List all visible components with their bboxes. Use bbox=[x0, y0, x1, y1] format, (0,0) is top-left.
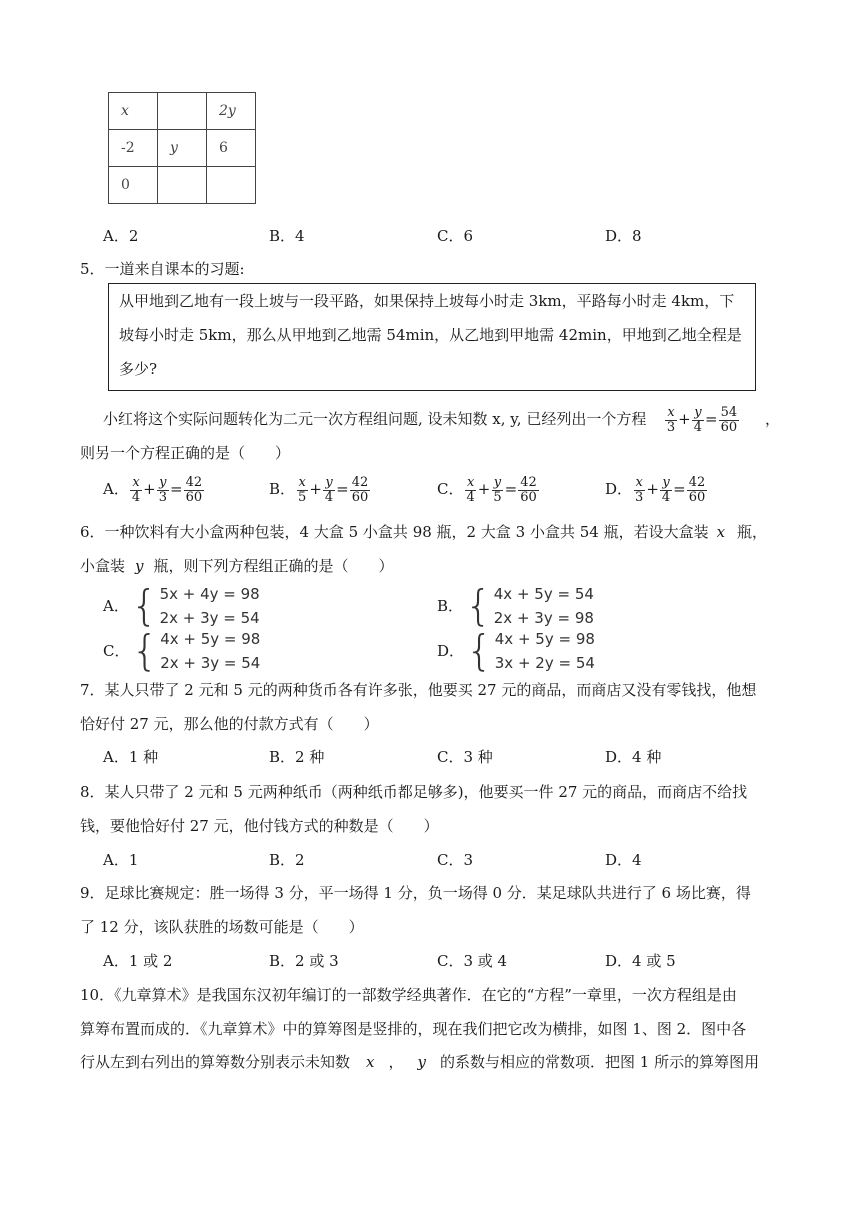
q10-line1: 10．《九章算术》是我国东汉初年编订的一部数学经典著作．在它的“方程”一章里，一次方程组是由 bbox=[80, 986, 737, 1004]
q4-option-d[interactable]: D．8 bbox=[605, 227, 642, 245]
q6-line1: 6．一种饮料有大小盒两种包装，4 大盒 5 小盒共 98 瓶，2 大盒 3 小盒共 54 瓶，若设大盒装 x 瓶， bbox=[80, 523, 768, 541]
q10-line2: 算筹布置而成的．《九章算术》中的算筹图是竖排的，现在我们把它改为横排，如图 1、图 2．图中各 bbox=[80, 1020, 747, 1038]
q7-option-a[interactable]: A．1 种 bbox=[103, 748, 159, 766]
q7-line2: 恰好付 27 元，那么他的付款方式有（ ） bbox=[80, 715, 379, 733]
q6-option-a[interactable]: A． { 5x + 4y = 98 2x + 3y = 54 bbox=[103, 581, 260, 630]
q5-box-line: 从甲地到乙地有一段上坡与一段平路，如果保持上坡每小时走 3km，平路每小时走 4km，下 bbox=[119, 292, 735, 310]
table-cell: 0 bbox=[109, 167, 158, 204]
q6-option-d[interactable]: D． { 4x + 5y = 98 3x + 2y = 54 bbox=[437, 626, 595, 675]
q8-line2: 钱，要他恰好付 27 元，他付钱方式的种数是（ ） bbox=[80, 817, 439, 835]
table-cell: x bbox=[109, 93, 158, 130]
q6-option-b[interactable]: B． { 4x + 5y = 54 2x + 3y = 98 bbox=[437, 581, 594, 630]
table-cell: 6 bbox=[207, 130, 256, 167]
table-row bbox=[109, 93, 256, 130]
table-cell bbox=[158, 93, 207, 130]
q6-line2: 小盒装 y 瓶，则下列方程组正确的是（ ） bbox=[80, 557, 394, 575]
q4-option-b[interactable]: B．4 bbox=[269, 227, 305, 245]
table-row bbox=[109, 167, 256, 204]
q5-box-line: 多少? bbox=[119, 360, 158, 378]
table-cell: y bbox=[158, 130, 207, 167]
table-row bbox=[109, 130, 256, 167]
q9-option-c[interactable]: C．3 或 4 bbox=[437, 952, 508, 970]
q9-option-b[interactable]: B．2 或 3 bbox=[269, 952, 339, 970]
q5-option-d[interactable]: D． $\frac{x}{3}$ + $\frac{y}{4}$ = $\frac{42}{60}$ bbox=[605, 474, 706, 505]
q5-option-a[interactable]: A． $\frac{x}{4}$ + $\frac{y}{3}$ = $\frac{42}{60}$ bbox=[103, 474, 203, 505]
q7-line1: 7．某人只带了 2 元和 5 元的两种货币各有许多张，他要买 27 元的商品，而商店又没有零钱找，他想 bbox=[80, 681, 757, 699]
q8-option-c[interactable]: C．3 bbox=[437, 851, 474, 869]
q7-option-b[interactable]: B．2 种 bbox=[269, 748, 325, 766]
q5-box-line: 坡每小时走 5km，那么从甲地到乙地需 54min，从乙地到甲地需 42min，甲地到乙地全程是 bbox=[119, 326, 742, 344]
q5-line2: 则另一个方程正确的是（ ） bbox=[80, 444, 291, 462]
q5-option-b[interactable]: B． $\frac{x}{5}$ + $\frac{y}{4}$ = $\frac{42}{60}$ bbox=[269, 474, 369, 505]
table-cell bbox=[158, 167, 207, 204]
q7-option-d[interactable]: D．4 种 bbox=[605, 748, 662, 766]
q9-option-d[interactable]: D．4 或 5 bbox=[605, 952, 676, 970]
q8-option-d[interactable]: D．4 bbox=[605, 851, 642, 869]
q6-option-c[interactable]: C． { 4x + 5y = 98 2x + 3y = 54 bbox=[103, 626, 261, 675]
q5-stem: 5．一道来自课本的习题: bbox=[80, 260, 245, 278]
q9-line2: 了 12 分，该队获胜的场数可能是（ ） bbox=[80, 918, 364, 936]
q9-line1: 9．足球比赛规定：胜一场得 3 分，平一场得 1 分，负一场得 0 分．某足球队共进行了 6 场比赛，得 bbox=[80, 884, 751, 902]
table-cell: -2 bbox=[109, 130, 158, 167]
q5-line1: 小红将这个实际问题转化为二元一次方程组问题, 设未知数 x, y, 已经列出一个方程 $\frac{x}{3}$ + $\frac{y}{4}$ = $\frac{54}{60}$ ， bbox=[103, 404, 780, 435]
number-grid-table bbox=[108, 92, 256, 204]
q10-line3: 行从左到右列出的算筹数分别表示未知数 x ， y 的系数与相应的常数项．把图 1 所示的算筹图用 bbox=[80, 1053, 760, 1071]
q7-option-c[interactable]: C．3 种 bbox=[437, 748, 493, 766]
q4-option-c[interactable]: C．6 bbox=[437, 227, 474, 245]
q9-option-a[interactable]: A．1 或 2 bbox=[103, 952, 173, 970]
q8-option-b[interactable]: B．2 bbox=[269, 851, 305, 869]
q5-line1-text: 小红将这个实际问题转化为二元一次方程组问题, 设未知数 x, y, 已经列出一个方程 bbox=[103, 410, 647, 428]
table-cell bbox=[207, 167, 256, 204]
q8-line1: 8．某人只带了 2 元和 5 元两种纸币（两种纸币都足够多)，他要买一件 27 元的商品，而商店不给找 bbox=[80, 783, 748, 801]
table-cell: 2y bbox=[207, 93, 256, 130]
q5-given-equation: $\frac{x}{3}$ + $\frac{y}{4}$ = $\frac{54}{60}$ bbox=[666, 404, 738, 435]
q5-option-c[interactable]: C． $\frac{x}{4}$ + $\frac{y}{5}$ = $\frac{42}{60}$ bbox=[437, 474, 537, 505]
q4-option-a[interactable]: A．2 bbox=[103, 227, 139, 245]
q5-problem-box bbox=[108, 283, 756, 391]
q8-option-a[interactable]: A．1 bbox=[103, 851, 139, 869]
